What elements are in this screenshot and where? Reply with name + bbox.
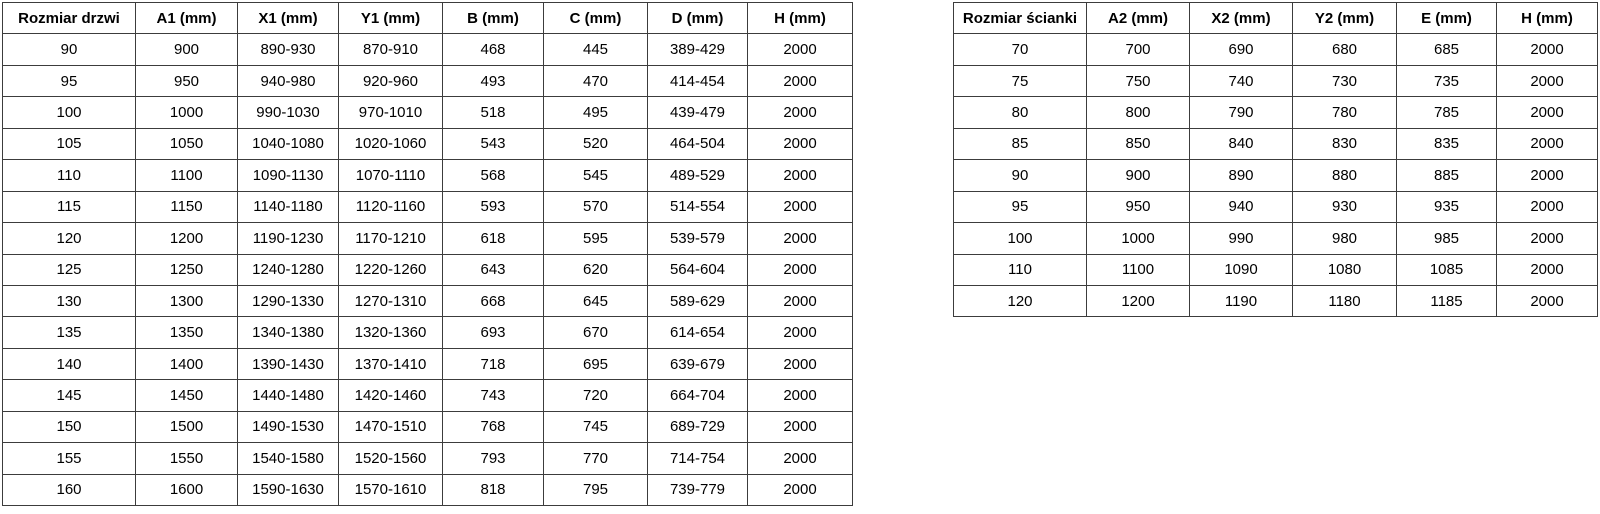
table-cell: 1490-1530 (238, 411, 339, 442)
table-cell: 1440-1480 (238, 380, 339, 411)
table-row (3, 223, 853, 254)
table-cell: 445 (544, 34, 648, 65)
table-cell: 2000 (748, 191, 853, 222)
table-cell: 2000 (748, 97, 853, 128)
table-cell: 1200 (136, 223, 238, 254)
table-cell: 95 (3, 65, 136, 96)
table-cell: 935 (1397, 191, 1497, 222)
column-header: X1 (mm) (238, 3, 339, 34)
table-cell: 950 (136, 65, 238, 96)
table-cell: 90 (954, 160, 1087, 191)
table-cell: 439-479 (648, 97, 748, 128)
table-cell: 489-529 (648, 160, 748, 191)
table-cell: 110 (3, 160, 136, 191)
table-row (3, 34, 853, 65)
column-header: E (mm) (1397, 3, 1497, 34)
table-cell: 1140-1180 (238, 191, 339, 222)
table-cell: 568 (443, 160, 544, 191)
table-cell: 1240-1280 (238, 254, 339, 285)
table-row (3, 285, 853, 316)
table-cell: 1400 (136, 348, 238, 379)
table-cell: 693 (443, 317, 544, 348)
table-row (3, 474, 853, 505)
table-cell: 1090 (1190, 254, 1293, 285)
table-cell: 2000 (748, 34, 853, 65)
table-cell: 830 (1293, 128, 1397, 159)
table-cell: 1040-1080 (238, 128, 339, 159)
table-cell: 570 (544, 191, 648, 222)
table-cell: 1340-1380 (238, 317, 339, 348)
table-cell: 1570-1610 (339, 474, 443, 505)
table-cell: 990-1030 (238, 97, 339, 128)
table-cell: 835 (1397, 128, 1497, 159)
table-row (954, 65, 1598, 96)
table-cell: 695 (544, 348, 648, 379)
table-cell: 1190-1230 (238, 223, 339, 254)
table-cell: 643 (443, 254, 544, 285)
table-cell: 890 (1190, 160, 1293, 191)
table-cell: 900 (136, 34, 238, 65)
table-cell: 850 (1087, 128, 1190, 159)
table-cell: 1550 (136, 443, 238, 474)
table-cell: 780 (1293, 97, 1397, 128)
table-cell: 1200 (1087, 285, 1190, 316)
table-row (3, 317, 853, 348)
table-cell: 155 (3, 443, 136, 474)
table-cell: 664-704 (648, 380, 748, 411)
table-cell: 145 (3, 380, 136, 411)
table-cell: 2000 (1497, 191, 1598, 222)
table-row (954, 254, 1598, 285)
table-cell: 790 (1190, 97, 1293, 128)
column-header: Rozmiar drzwi (3, 3, 136, 34)
table-cell: 1000 (136, 97, 238, 128)
table-cell: 90 (3, 34, 136, 65)
table-cell: 2000 (748, 411, 853, 442)
table-cell: 639-679 (648, 348, 748, 379)
table-cell: 1190 (1190, 285, 1293, 316)
table-cell: 2000 (1497, 254, 1598, 285)
table-cell: 785 (1397, 97, 1497, 128)
table-cell: 689-729 (648, 411, 748, 442)
table-cell: 745 (544, 411, 648, 442)
door-size-table (2, 2, 853, 506)
table-cell: 768 (443, 411, 544, 442)
table-row (3, 411, 853, 442)
table-cell: 414-454 (648, 65, 748, 96)
table-cell: 1080 (1293, 254, 1397, 285)
table-cell: 2000 (1497, 97, 1598, 128)
table-cell: 2000 (748, 317, 853, 348)
table-cell: 1185 (1397, 285, 1497, 316)
table-cell: 389-429 (648, 34, 748, 65)
table-cell: 770 (544, 443, 648, 474)
table-cell: 1320-1360 (339, 317, 443, 348)
table-cell: 2000 (748, 223, 853, 254)
table-cell: 2000 (748, 128, 853, 159)
table-cell: 595 (544, 223, 648, 254)
table-cell: 2000 (748, 474, 853, 505)
table-cell: 2000 (1497, 128, 1598, 159)
column-header: C (mm) (544, 3, 648, 34)
table-cell: 714-754 (648, 443, 748, 474)
column-header: H (mm) (1497, 3, 1598, 34)
table-cell: 2000 (748, 285, 853, 316)
table-row (954, 34, 1598, 65)
table-cell: 2000 (1497, 223, 1598, 254)
table-cell: 140 (3, 348, 136, 379)
table-cell: 75 (954, 65, 1087, 96)
table-cell: 2000 (1497, 285, 1598, 316)
wall-size-table (953, 2, 1598, 317)
table-cell: 120 (954, 285, 1087, 316)
table-cell: 1270-1310 (339, 285, 443, 316)
table-cell: 100 (3, 97, 136, 128)
table-cell: 2000 (1497, 34, 1598, 65)
table-cell: 1100 (136, 160, 238, 191)
column-header: X2 (mm) (1190, 3, 1293, 34)
table-cell: 1450 (136, 380, 238, 411)
table-cell: 880 (1293, 160, 1397, 191)
table-row (954, 191, 1598, 222)
table-cell: 2000 (748, 380, 853, 411)
table-row (3, 254, 853, 285)
table-cell: 1100 (1087, 254, 1190, 285)
table-cell: 110 (954, 254, 1087, 285)
table-cell: 795 (544, 474, 648, 505)
table-cell: 718 (443, 348, 544, 379)
table-row (3, 97, 853, 128)
column-header: A1 (mm) (136, 3, 238, 34)
table-cell: 890-930 (238, 34, 339, 65)
table-cell: 160 (3, 474, 136, 505)
table-cell: 495 (544, 97, 648, 128)
table-cell: 520 (544, 128, 648, 159)
table-cell: 670 (544, 317, 648, 348)
table-cell: 970-1010 (339, 97, 443, 128)
table-cell: 680 (1293, 34, 1397, 65)
table-cell: 985 (1397, 223, 1497, 254)
table-cell: 1085 (1397, 254, 1497, 285)
table-row (3, 380, 853, 411)
table-cell: 800 (1087, 97, 1190, 128)
table-cell: 2000 (748, 160, 853, 191)
table-row (3, 348, 853, 379)
table-cell: 115 (3, 191, 136, 222)
table-cell: 870-910 (339, 34, 443, 65)
table-cell: 885 (1397, 160, 1497, 191)
table-cell: 1300 (136, 285, 238, 316)
table-cell: 545 (544, 160, 648, 191)
table-cell: 2000 (748, 348, 853, 379)
table-row (3, 65, 853, 96)
column-header: Y2 (mm) (1293, 3, 1397, 34)
wall-table-header-row (954, 3, 1598, 34)
table-cell: 980 (1293, 223, 1397, 254)
table-cell: 1070-1110 (339, 160, 443, 191)
table-cell: 950 (1087, 191, 1190, 222)
table-cell: 930 (1293, 191, 1397, 222)
table-cell: 690 (1190, 34, 1293, 65)
table-cell: 900 (1087, 160, 1190, 191)
table-cell: 1590-1630 (238, 474, 339, 505)
table-cell: 1170-1210 (339, 223, 443, 254)
table-cell: 543 (443, 128, 544, 159)
table-cell: 80 (954, 97, 1087, 128)
table-cell: 120 (3, 223, 136, 254)
table-cell: 793 (443, 443, 544, 474)
table-cell: 589-629 (648, 285, 748, 316)
column-header: H (mm) (748, 3, 853, 34)
table-cell: 685 (1397, 34, 1497, 65)
table-cell: 1290-1330 (238, 285, 339, 316)
table-cell: 2000 (748, 254, 853, 285)
table-cell: 940-980 (238, 65, 339, 96)
table-cell: 1350 (136, 317, 238, 348)
table-cell: 1470-1510 (339, 411, 443, 442)
table-cell: 618 (443, 223, 544, 254)
table-cell: 2000 (748, 443, 853, 474)
table-cell: 645 (544, 285, 648, 316)
table-cell: 2000 (1497, 160, 1598, 191)
table-cell: 70 (954, 34, 1087, 65)
table-cell: 740 (1190, 65, 1293, 96)
table-cell: 1120-1160 (339, 191, 443, 222)
table-cell: 1220-1260 (339, 254, 443, 285)
table-cell: 1540-1580 (238, 443, 339, 474)
table-cell: 1390-1430 (238, 348, 339, 379)
table-cell: 464-504 (648, 128, 748, 159)
column-header: Rozmiar ścianki (954, 3, 1087, 34)
table-cell: 920-960 (339, 65, 443, 96)
table-cell: 1150 (136, 191, 238, 222)
table-cell: 1250 (136, 254, 238, 285)
table-cell: 1180 (1293, 285, 1397, 316)
table-cell: 1420-1460 (339, 380, 443, 411)
table-cell: 100 (954, 223, 1087, 254)
table-cell: 614-654 (648, 317, 748, 348)
table-row (954, 160, 1598, 191)
table-row (3, 443, 853, 474)
table-cell: 1600 (136, 474, 238, 505)
table-cell: 470 (544, 65, 648, 96)
table-cell: 85 (954, 128, 1087, 159)
table-row (954, 97, 1598, 128)
table-cell: 700 (1087, 34, 1190, 65)
table-cell: 2000 (748, 65, 853, 96)
table-cell: 593 (443, 191, 544, 222)
table-cell: 1090-1130 (238, 160, 339, 191)
table-cell: 818 (443, 474, 544, 505)
table-cell: 493 (443, 65, 544, 96)
table-cell: 514-554 (648, 191, 748, 222)
table-row (954, 285, 1598, 316)
table-row (3, 128, 853, 159)
table-cell: 105 (3, 128, 136, 159)
table-cell: 539-579 (648, 223, 748, 254)
table-cell: 2000 (1497, 65, 1598, 96)
table-cell: 135 (3, 317, 136, 348)
table-cell: 564-604 (648, 254, 748, 285)
column-header: B (mm) (443, 3, 544, 34)
table-cell: 743 (443, 380, 544, 411)
column-header: Y1 (mm) (339, 3, 443, 34)
table-cell: 750 (1087, 65, 1190, 96)
table-cell: 735 (1397, 65, 1497, 96)
table-row (3, 160, 853, 191)
table-cell: 1000 (1087, 223, 1190, 254)
table-cell: 739-779 (648, 474, 748, 505)
table-cell: 130 (3, 285, 136, 316)
column-header: D (mm) (648, 3, 748, 34)
table-cell: 720 (544, 380, 648, 411)
table-cell: 940 (1190, 191, 1293, 222)
table-cell: 1520-1560 (339, 443, 443, 474)
door-table-header-row (3, 3, 853, 34)
column-header: A2 (mm) (1087, 3, 1190, 34)
table-cell: 468 (443, 34, 544, 65)
table-cell: 730 (1293, 65, 1397, 96)
table-cell: 1020-1060 (339, 128, 443, 159)
table-cell: 1050 (136, 128, 238, 159)
table-row (954, 223, 1598, 254)
table-cell: 150 (3, 411, 136, 442)
table-cell: 1370-1410 (339, 348, 443, 379)
table-row (3, 191, 853, 222)
table-cell: 125 (3, 254, 136, 285)
table-cell: 95 (954, 191, 1087, 222)
table-cell: 620 (544, 254, 648, 285)
table-cell: 668 (443, 285, 544, 316)
table-cell: 1500 (136, 411, 238, 442)
table-cell: 840 (1190, 128, 1293, 159)
table-cell: 990 (1190, 223, 1293, 254)
table-row (954, 128, 1598, 159)
table-cell: 518 (443, 97, 544, 128)
